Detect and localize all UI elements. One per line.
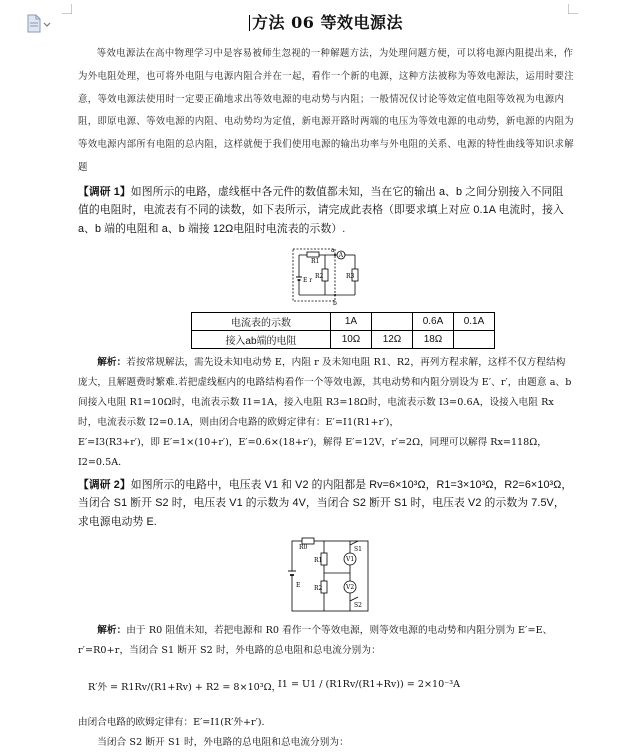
table-cell	[454, 330, 495, 348]
data-table	[191, 312, 495, 349]
svg-text:S2: S2	[354, 602, 362, 610]
solution-1-line: 若按常规解法，需先设未知电动势 E，内阻 r 及未知电阻 R1、R2，再列方程求解，这样不仅方程结构庞大，且解题费时繁难.若把虚线框内的电路结构看作一个等效电源，其电动势和内阻分别设为 E′、r′，由题意 a、b 间接入电阻 R1=10Ω时，电流表示数 I1=1A，接入电阻 R3=18Ω时，电流表示数 I3=0.6A，设接入电阻 Rx 时，电流表示数 I2=0.1A，则由闭合电路的欧姆定律有：E′=I1(R1+r′)，	[78, 356, 572, 428]
example-2-label: 【调研 2】	[78, 478, 131, 491]
solution-1-label: 解析：	[97, 356, 127, 368]
svg-text:b: b	[333, 299, 337, 307]
table-cell: 10Ω	[331, 330, 372, 348]
svg-text:R1: R1	[311, 257, 320, 265]
example-2-text: 如图所示的电路中，电压表 V1 和 V2 的内阻都是 Rv=6×10³Ω，R1=3×10³Ω，R2=6×10³Ω，当闭合 S1 断开 S2 时，电压表 V1 的示数为 4V，当闭合 S2 断开 S1 时，电压表 V2 的示数为 7.5V，求电源电动势 E.	[78, 478, 573, 528]
svg-text:R0: R0	[299, 544, 308, 552]
solution-1	[78, 353, 574, 433]
svg-text:S1: S1	[354, 546, 362, 554]
svg-text:R2: R2	[315, 272, 324, 280]
solution-2-line2: 由闭合电路的欧姆定律有：E′=I1(R′外+r′).	[78, 717, 265, 729]
table-cell: 12Ω	[372, 330, 413, 348]
table-cell	[372, 312, 413, 330]
table-cell: 0.6A	[413, 312, 454, 330]
table-cell: 0.1A	[454, 312, 495, 330]
intro-paragraph: 等效电源法在高中物理学习中是容易被师生忽视的一种解题方法，为处理问题方便，可以将电源内阻提出来，作为外电阻处理，也可将外电阻与电源内阻合并在一起，看作一个新的电源，这种方法被称为等效电源法，运用时要注意，等效电源法使用时一定要正确地求出等效电源的电动势与内阻；一般情况仅讨论等效定值电阻等效视为电源内阻，即原电源、等效电源的内阻、电动势均为定值，新电源开路时两端的电压为等效电源的电动势，新电源的内阻为等效电源内部所有电阻的总内阻，这样就便于我们使用电源的输出功率与外电阻的关系、电源的特性曲线等知识求解题	[78, 48, 574, 173]
solution-2-label: 解析：	[97, 625, 127, 637]
svg-text:R1: R1	[314, 557, 323, 565]
solution-2-line: 由于 R0 阻值未知，若把电源和 R0 看作一个等效电源，则等效电源的电动势和内阻分别为 E′=E、r′=R0+r，当闭合 S1 断开 S2 时，外电路的总电阻和总电流分别为：	[78, 625, 553, 657]
document-title	[78, 10, 574, 33]
equation-block	[78, 667, 574, 705]
circuit-diagram-2	[288, 535, 374, 617]
solution-2	[78, 621, 574, 661]
title-text: 方法 06 等效电源法	[252, 13, 403, 32]
svg-text:R2: R2	[314, 585, 323, 593]
svg-text:a: a	[331, 246, 335, 254]
svg-text:E: E	[296, 582, 301, 590]
document-icon[interactable]	[26, 14, 52, 34]
svg-text:E r: E r	[303, 276, 313, 284]
table-cell: 18Ω	[413, 330, 454, 348]
example-1-label: 【调研 1】	[78, 185, 131, 198]
svg-text:V2: V2	[346, 584, 355, 592]
equation-r-external: R′外 = R1Rv/(R1+Rv) + R2 = 8×10³Ω，	[88, 682, 282, 694]
svg-text:V1: V1	[346, 556, 355, 564]
example-1-text: 如图所示的电路，虚线框中各元件的数值都未知，当在它的输出 a、b 之间分别接入不同阻值的电阻时，电流表有不同的读数，如下表所示，请完成此表格（即要求填上对应 0.1A 电流时，接入 a、b 端的电阻和 a、b 端接 12Ω电阻时电流表的示数）.	[78, 185, 564, 235]
solution-2-line3: 当闭合 S2 断开 S1 时，外电路的总电阻和总电流分别为：	[97, 737, 349, 749]
solution-1-cont: E′=I3(R3+r′)，即 E′=1×(10+r′)，E′=0.6×(18+r′)，解得 E′=12V，r′=2Ω，同理可以解得 Rx=118Ω，I2=0.5A.	[78, 436, 547, 468]
svg-text:R3: R3	[346, 272, 355, 280]
table-cell: 电流表的示数	[192, 312, 331, 330]
document-page	[78, 0, 574, 753]
table-row	[192, 330, 495, 348]
table-cell: 1A	[331, 312, 372, 330]
margin-mark-tl	[62, 4, 72, 14]
table-row	[192, 312, 495, 330]
example-1	[78, 183, 574, 239]
svg-text:A: A	[338, 251, 344, 259]
table-cell: 接入ab端的电阻	[192, 330, 331, 348]
equation-current: I1 = U1 / (R1Rv/(R1+Rv)) = 2×10⁻³A	[278, 679, 461, 691]
circuit-diagram-1	[291, 247, 363, 309]
example-2	[78, 476, 574, 532]
text-cursor	[249, 15, 250, 31]
